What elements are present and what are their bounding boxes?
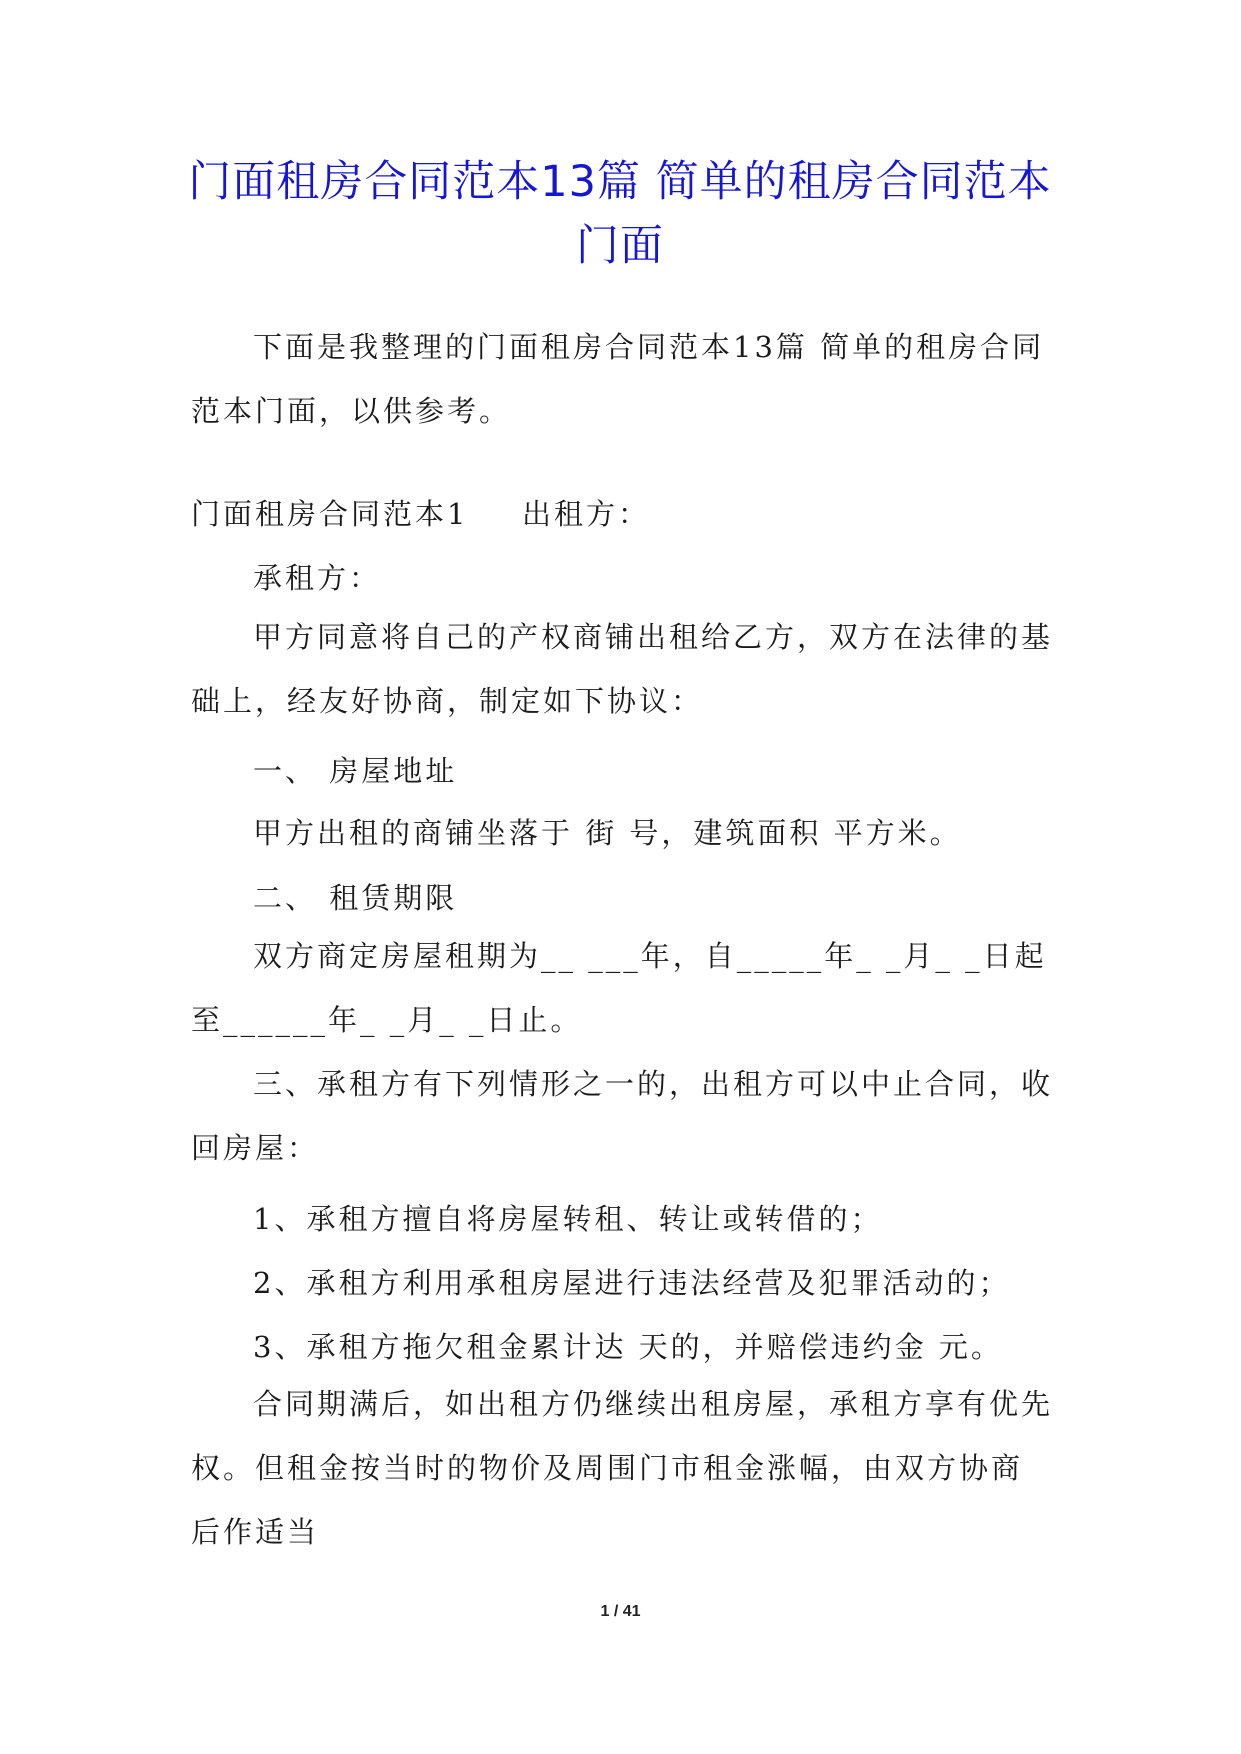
term-paragraph: 双方商定房屋租期为__ ___年，自_____年_ _月_ _日起至______年_ _月_ _日止。 bbox=[191, 939, 1047, 1037]
document-title: 门面租房合同范本13篇 简单的租房合同范本门面 bbox=[188, 157, 1052, 271]
agreement-paragraph: 甲方同意将自己的产权商铺出租给乙方，双方在法律的基础上，经友好协商，制定如下协议： bbox=[191, 620, 1054, 718]
section-heading: 门面租房合同范本1 bbox=[191, 497, 469, 531]
lessee-label: 承租方： bbox=[253, 561, 382, 595]
renewal-paragraph: 合同期满后，如出租方仍继续出租房屋，承租方享有优先权。但租金按当时的物价及周围门市租金涨幅，由双方协商后作适当 bbox=[191, 1387, 1054, 1549]
address-paragraph: 甲方出租的商铺坐落于 街 号，建筑面积 平方米。 bbox=[253, 816, 962, 850]
intro-paragraph: 下面是我整理的门面租房合同范本13篇 简单的租房合同范本门面，以供参考。 bbox=[191, 330, 1045, 428]
list-item: 3、承租方拖欠租金累计达 天的，并赔偿违约金 元。 bbox=[253, 1330, 1003, 1364]
termination-paragraph: 三、承租方有下列情形之一的，出租方可以中止合同，收回房屋： bbox=[191, 1067, 1054, 1165]
clause-heading-term: 二、 租赁期限 bbox=[253, 881, 458, 915]
list-item: 2、承租方利用承租房屋进行违法经营及犯罪活动的； bbox=[253, 1266, 1011, 1300]
clause-heading-address: 一、 房屋地址 bbox=[253, 754, 458, 788]
page-number: 1 / 41 bbox=[600, 1603, 641, 1620]
lessor-label: 出租方： bbox=[522, 497, 651, 531]
list-item: 1、承租方擅自将房屋转租、转让或转借的； bbox=[253, 1202, 883, 1236]
